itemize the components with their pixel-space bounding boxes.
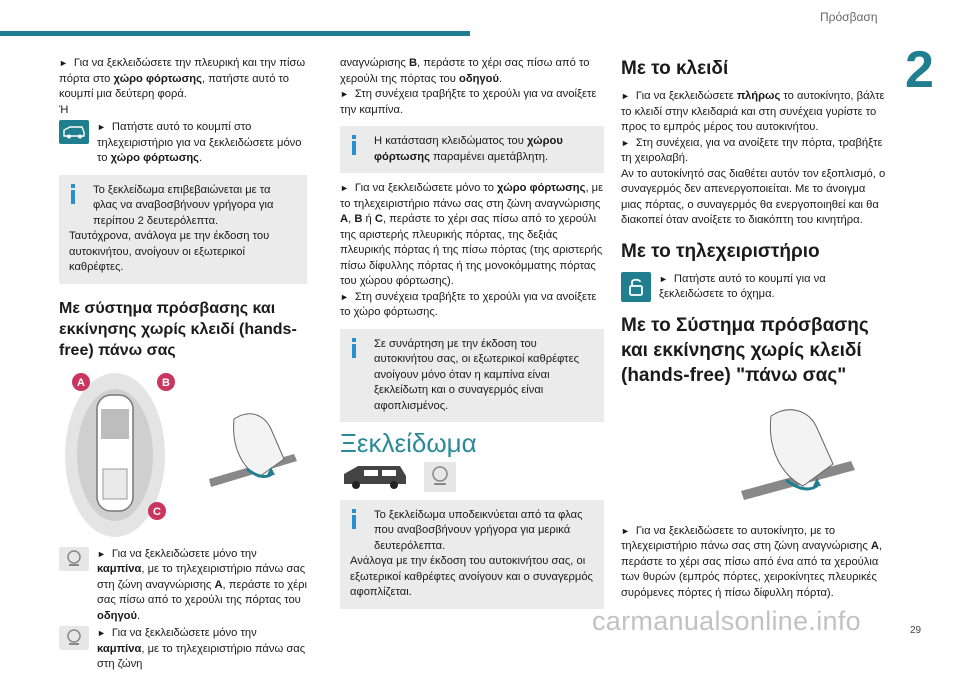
hand-handle-illustration bbox=[621, 396, 889, 518]
padlock-open-icon bbox=[621, 272, 651, 302]
van-unlock-icon bbox=[340, 462, 410, 492]
info-icon bbox=[348, 509, 360, 529]
info-box bbox=[340, 500, 604, 609]
header-rule bbox=[0, 31, 470, 36]
column-3 bbox=[621, 56, 889, 601]
section-title: Πρόσβαση bbox=[820, 10, 878, 24]
paragraph: ► Πατήστε αυτό το κουμπί στο τηλεχειριστήριο για να ξεκλειδώσετε μόνο το χώρο φόρτωσης. bbox=[97, 120, 307, 167]
info-text: Ανάλογα με την έκδοση του αυτοκινήτου σας, οι εξωτερικοί καθρέφτες ανοίγουν και ο συναγερμός αφοπλίζεται. bbox=[350, 555, 593, 598]
paragraph: ► Για να ξεκλειδώσετε μόνο την καμπίνα, με το τηλεχειριστήριο πάνω σας στη ζώνη αναγνώρισης A, περάστε το χέρι σας πίσω από το χερούλι της πόρτας του οδηγού. bbox=[97, 547, 307, 625]
paragraph: ► Στη συνέχεια τραβήξτε το χερούλι για να ανοίξετε την καμπίνα. bbox=[340, 87, 604, 118]
keyless-hand-icon bbox=[59, 547, 89, 571]
info-text: Ταυτόχρονα, ανάλογα με την έκδοση του αυτοκινήτου, ανοίγουν οι εξωτερικοί καθρέφτες. bbox=[69, 230, 270, 273]
info-box bbox=[340, 126, 604, 173]
chapter-number: 2 bbox=[905, 41, 934, 99]
illustration-area bbox=[59, 369, 307, 541]
remote-row bbox=[59, 120, 307, 167]
info-box bbox=[59, 175, 307, 284]
paragraph: ► Για να ξεκλειδώσετε μόνο το χώρο φόρτωσης, με το τηλεχειριστήριο πάνω σας στη ζώνη αναγνώρισης A, B ή C, περάστε το χέρι σας πίσω από το χερούλι της αριστερής πλευρικής πόρτας, της δεξιάς πλευρικής πόρτας ή της πίσω πόρτας (της αριστερής πίσω δίφυλλης πόρτας ή της μονοκόμματης πόρτας του χώρου φόρτωσης). bbox=[340, 181, 604, 290]
unlock-van-icon bbox=[59, 120, 89, 144]
paragraph: ► Για να ξεκλειδώσετε την πλευρική και την πίσω πόρτα στο χώρο φόρτωσης, πατήστε αυτό το κουμπί μια δεύτερη φορά. bbox=[59, 56, 307, 103]
section-heading: Με το τηλεχειριστήριο bbox=[621, 240, 820, 262]
zone-marker-b bbox=[157, 373, 175, 391]
svg-text:B: B bbox=[162, 376, 170, 389]
section-heading: Με το Σύστημα πρόσβασης και εκκίνησης χωρίς κλειδί (hands-free) "πάνω σας" bbox=[621, 314, 869, 386]
paragraph: ► Στη συνέχεια τραβήξτε το χερούλι για να ανοίξετε το χώρο φόρτωσης. bbox=[340, 290, 604, 321]
info-text: Το ξεκλείδωμα επιβεβαιώνεται με τα φλας να αναβοσβήνουν γρήγορα για περίπου 2 δευτερόλεπτα. bbox=[93, 183, 274, 227]
section-heading: Με σύστημα πρόσβασης και εκκίνησης χωρίς κλειδί (hands-free) πάνω σας bbox=[59, 299, 297, 359]
zone-marker-c bbox=[148, 502, 166, 520]
or-label: Ή bbox=[59, 103, 69, 116]
column-1 bbox=[59, 56, 307, 673]
info-text: Σε συνάρτηση με την έκδοση του αυτοκινήτου σας, οι εξωτερικοί καθρέφτες ανοίγουν μόνο όταν η καμπίνα είναι ξεκλείδωτη και ο συναγερμός είναι αφοπλισμένος. bbox=[374, 337, 579, 412]
svg-text:A: A bbox=[77, 376, 85, 389]
paragraph: αναγνώρισης B, περάστε το χέρι σας πίσω από το χερούλι της πόρτας του οδηγού. bbox=[340, 57, 590, 85]
remote-row bbox=[621, 272, 889, 303]
info-icon bbox=[67, 184, 79, 204]
paragraph: ► Πατήστε αυτό το κουμπί για να ξεκλειδώσετε το όχημα. bbox=[659, 272, 889, 303]
svg-text:C: C bbox=[153, 505, 161, 518]
hand-handle-illustration bbox=[209, 413, 297, 486]
unlock-icons-row bbox=[340, 462, 604, 492]
info-icon bbox=[348, 135, 360, 155]
keyless-hand-icon bbox=[424, 462, 456, 492]
paragraph: ► Για να ξεκλειδώσετε πλήρως το αυτοκίνητο, βάλτε το κλειδί στην κλειδαριά και στη συνέχεια γυρίστε το προς το εμπρός μέρος του αυτοκινήτου. bbox=[621, 89, 889, 136]
zones-illustration bbox=[59, 369, 307, 541]
section-heading: Με το κλειδί bbox=[621, 58, 729, 79]
paragraph: ► Για να ξεκλειδώσετε μόνο την καμπίνα, με το τηλεχειριστήριο πάνω σας στη ζώνη bbox=[97, 626, 307, 673]
keyless-row-b bbox=[59, 626, 307, 673]
section-heading: Ξεκλείδωμα bbox=[340, 428, 477, 458]
keyless-hand-icon bbox=[59, 626, 89, 650]
paragraph: Αν το αυτοκίνητό σας διαθέτει αυτόν τον εξοπλισμό, ο συναγερμός δεν απενεργοποιείται. Με το άνοιγμα μιας πόρτας, ο συναγερμός θα ενεργοποιηθεί και θα διακοπεί όταν ανοίξετε το διακόπτη του κινητήρα. bbox=[621, 167, 886, 226]
info-text: Η κατάσταση κλειδώματος του χώρου φόρτωσης παραμένει αμετάβλητη. bbox=[374, 135, 563, 163]
paragraph: ► Στη συνέχεια, για να ανοίξετε την πόρτα, τραβήξτε τη χειρολαβή. bbox=[621, 136, 889, 167]
watermark: carmanualsonline.info bbox=[592, 606, 861, 636]
info-text: Το ξεκλείδωμα υποδεικνύεται από τα φλας που αναβοσβήνουν γρήγορα για μερικά δευτερόλεπτα. bbox=[374, 508, 583, 552]
keyless-row-a bbox=[59, 547, 307, 625]
info-icon bbox=[348, 338, 360, 358]
zone-marker-a bbox=[72, 373, 90, 391]
paragraph: ► Για να ξεκλειδώσετε το αυτοκίνητο, με το τηλεχειριστήριο πάνω σας στη ζώνη αναγνώρισης A, περάστε το χέρι σας πίσω από ένα από τα χερούλια των θυρών (εμπρός πόρτες, χειροκίνητες πλευρικές συρόμενες πόρτες ή πίσω δίφυλλη πόρτα). bbox=[621, 524, 889, 602]
illustration-area bbox=[621, 396, 889, 518]
page-number: 29 bbox=[910, 625, 922, 636]
column-2 bbox=[340, 56, 604, 617]
info-box bbox=[340, 329, 604, 423]
